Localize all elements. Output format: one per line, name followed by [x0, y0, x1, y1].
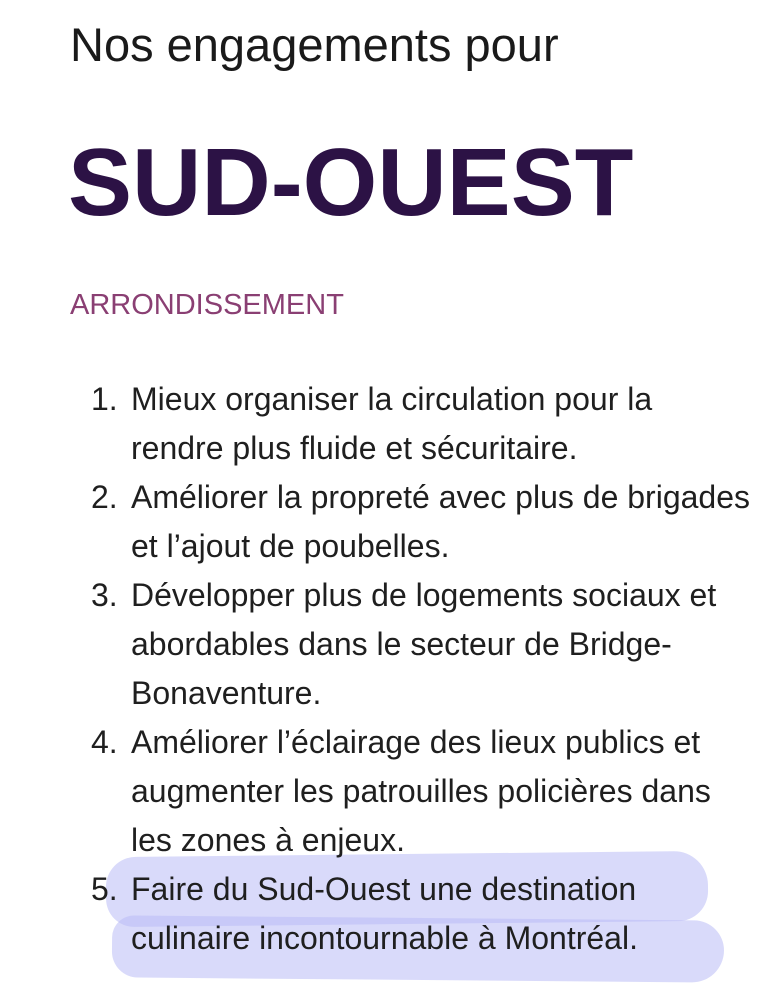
district-subtitle: ARRONDISSEMENT: [70, 289, 344, 321]
district-title: SUD-OUEST: [68, 129, 634, 236]
engagement-text: Améliorer la propreté avec plus de brigades et l’ajout de poubelles.: [131, 479, 750, 564]
engagement-number: 1.: [91, 381, 118, 417]
engagement-number: 4.: [91, 724, 118, 760]
engagement-text: Faire du Sud-Ouest une destination culinaire incontournable à Montréal.: [131, 871, 638, 956]
engagement-item-3: [91, 571, 751, 718]
kicker-heading: Nos engagements pour: [70, 18, 559, 71]
engagements-list: [0, 375, 751, 963]
engagement-item-2: [91, 473, 751, 571]
engagement-text: Mieux organiser la circulation pour la rendre plus fluide et sécuritaire.: [131, 381, 653, 466]
engagement-item-5: [91, 865, 751, 963]
engagement-number: 5.: [91, 871, 118, 907]
engagement-item-1: [91, 375, 751, 473]
engagement-number: 3.: [91, 577, 118, 613]
engagement-text: Développer plus de logements sociaux et abordables dans le secteur de Bridge-Bonaventure.: [131, 577, 717, 711]
engagement-text: Améliorer l’éclairage des lieux publics et augmenter les patrouilles policières dans les zones à enjeux.: [131, 724, 711, 858]
engagement-item-4: [91, 718, 751, 865]
engagement-number: 2.: [91, 479, 118, 515]
